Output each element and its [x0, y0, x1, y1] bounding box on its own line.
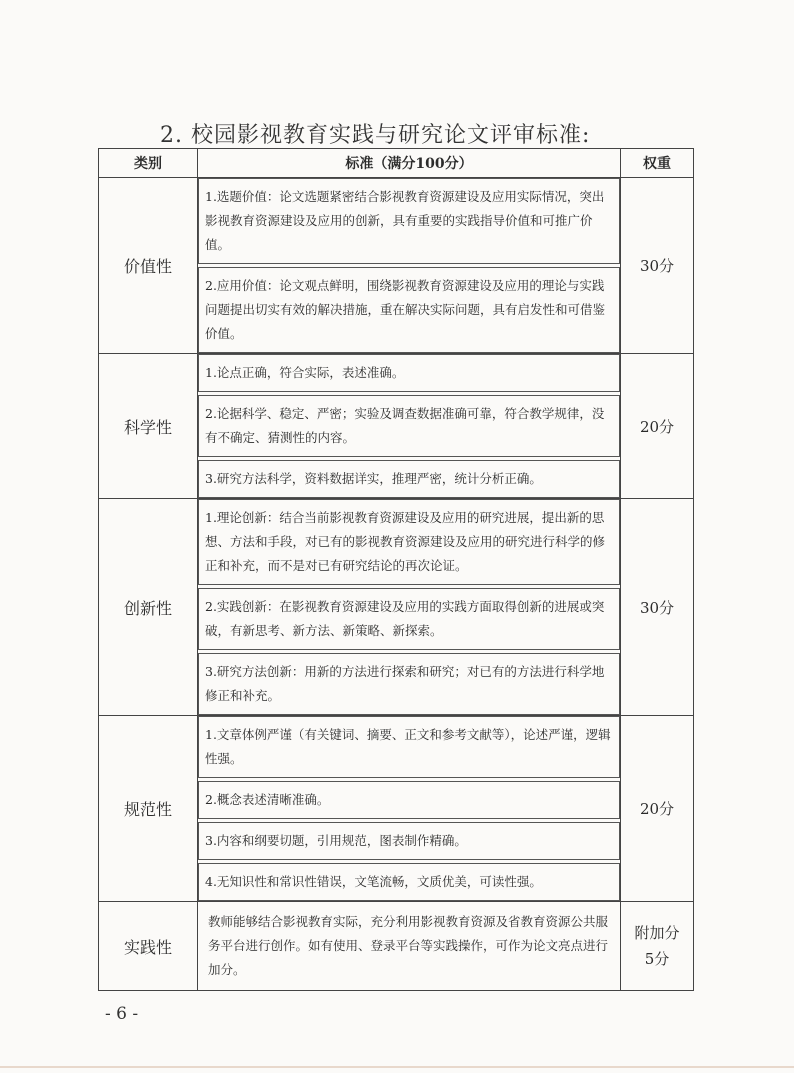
table-row: [99, 178, 694, 354]
header-row: [99, 149, 694, 178]
criterion-item: 2.实践创新：在影视教育资源建设及应用的实践方面取得创新的进展或突破，有新思考、新方法、新策略、新探索。: [198, 588, 620, 650]
header-standard: 标准（满分100分）: [198, 149, 621, 178]
criteria-table: [98, 148, 694, 991]
criterion-text: 教师能够结合影视教育实际，充分利用影视教育资源及省教育资源公共服务平台进行创作。如有使用、登录平台等实践操作，可作为论文亮点进行加分。: [208, 914, 609, 977]
page-number: - 6 -: [105, 1004, 139, 1024]
criterion-item: 4.无知识性和常识性错误，文笔流畅，文质优美，可读性强。: [198, 863, 620, 901]
table-row: [99, 902, 694, 991]
header-weight: 权重: [621, 149, 694, 178]
weight-cell: 20分: [621, 716, 694, 902]
category-cell: 价值性: [99, 178, 198, 354]
weight-value: 5分: [644, 950, 670, 968]
weight-cell: [621, 902, 694, 991]
criterion-item: 3.内容和纲要切题，引用规范，图表制作精确。: [198, 822, 620, 860]
table-row: [99, 354, 694, 499]
table-row: [99, 716, 694, 902]
standard-cell: [198, 716, 621, 902]
criterion-item: 1.论点正确，符合实际，表述准确。: [198, 354, 620, 392]
weight-cell: 20分: [621, 354, 694, 499]
section-heading: 2. 校园影视教育实践与研究论文评审标准:: [160, 123, 591, 148]
standard-cell: [198, 178, 621, 354]
category-cell: 创新性: [99, 499, 198, 716]
category-cell: 科学性: [99, 354, 198, 499]
category-cell: 实践性: [99, 902, 198, 991]
criterion-item: 2.概念表述清晰准确。: [198, 781, 620, 819]
header-category: 类别: [99, 149, 198, 178]
criterion-item: 3.研究方法科学，资料数据详实，推理严密，统计分析正确。: [198, 460, 620, 498]
criterion-item: 3.研究方法创新：用新的方法进行探索和研究；对已有的方法进行科学地修正和补充。: [198, 653, 620, 715]
criterion-item: 2.应用价值：论文观点鲜明，围绕影视教育资源建设及应用的理论与实践问题提出切实有效的解决措施，重在解决实际问题，具有启发性和可借鉴价值。: [198, 267, 620, 353]
criterion-item: 2.论据科学、稳定、严密；实验及调查数据准确可靠，符合教学规律，没有不确定、猜测性的内容。: [198, 395, 620, 457]
standard-cell: [198, 902, 621, 991]
standard-cell: [198, 354, 621, 499]
criterion-item: 1.理论创新：结合当前影视教育资源建设及应用的研究进展，提出新的思想、方法和手段，对已有的影视教育资源建设及应用的研究进行科学的修正和补充，而不是对已有研究结论的再次论证。: [198, 499, 620, 585]
weight-cell: 30分: [621, 178, 694, 354]
bottom-divider: [0, 1066, 794, 1068]
table-row: [99, 499, 694, 716]
criterion-item: 1.选题价值：论文选题紧密结合影视教育资源建设及应用实际情况，突出影视教育资源建设及应用的创新，具有重要的实践指导价值和可推广价值。: [198, 178, 620, 264]
weight-cell: 30分: [621, 499, 694, 716]
criterion-item: 1.文章体例严谨（有关键词、摘要、正文和参考文献等），论述严谨，逻辑性强。: [198, 716, 620, 778]
weight-label: 附加分: [634, 924, 680, 942]
standard-cell: [198, 499, 621, 716]
category-cell: 规范性: [99, 716, 198, 902]
